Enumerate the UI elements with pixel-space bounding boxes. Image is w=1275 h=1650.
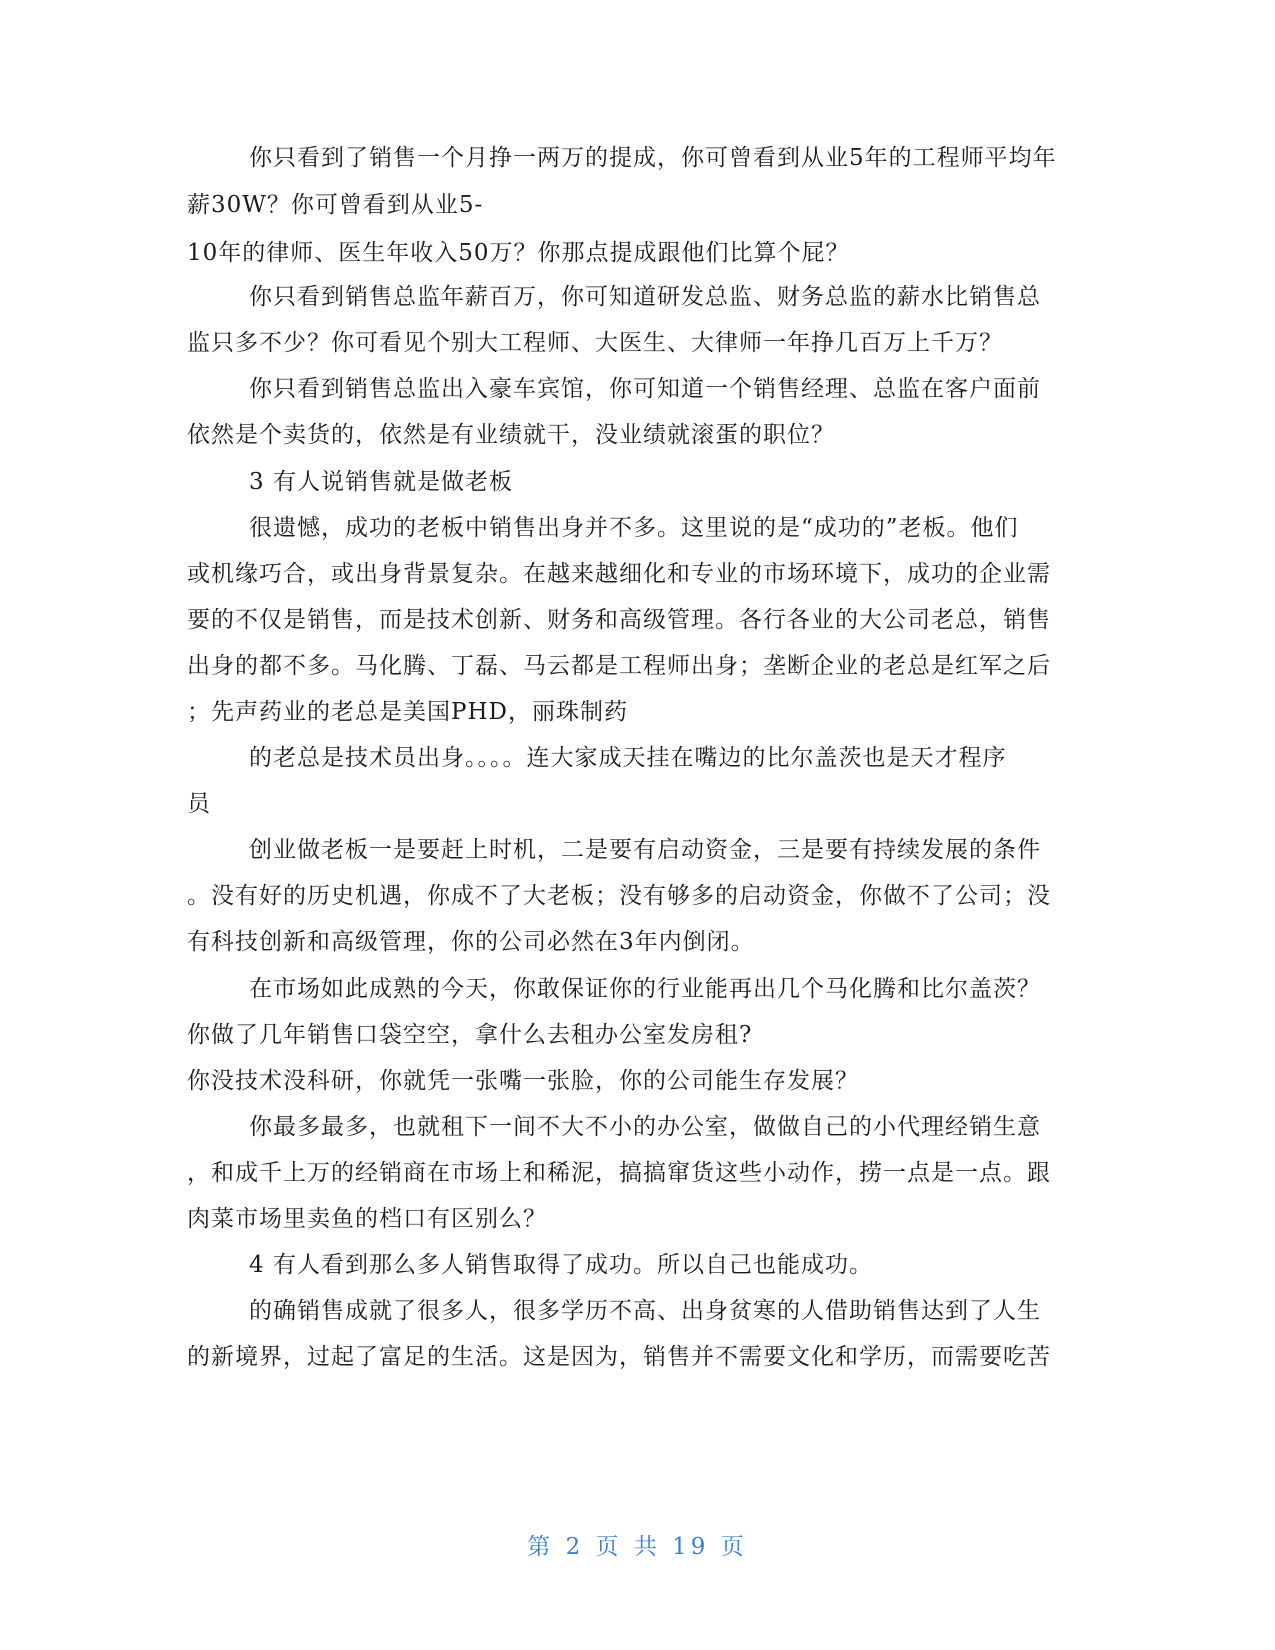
text-line: ；先声药业的老总是美国PHD，丽珠制药 xyxy=(187,699,628,725)
text-line: 要的不仅是销售，而是技术创新、财务和高级管理。各行各业的大公司老总，销售 xyxy=(187,607,1051,633)
text-line: 你只看到销售总监年薪百万，你可知道研发总监、财务总监的薪水比销售总 xyxy=(249,284,1041,310)
text-line: 在市场如此成熟的今天，你敢保证你的行业能再出几个马化腾和比尔盖茨？ xyxy=(249,976,1041,1002)
text-line: 依然是个卖货的，依然是有业绩就干，没业绩就滚蛋的职位？ xyxy=(187,422,835,448)
text-line: 你没技术没科研，你就凭一张嘴一张脸，你的公司能生存发展？ xyxy=(187,1068,859,1094)
text-line: 。没有好的历史机遇，你成不了大老板；没有够多的启动资金，你做不了公司；没 xyxy=(187,883,1051,909)
text-line: 你最多最多，也就租下一间不大不小的办公室，做做自己的小代理经销生意 xyxy=(249,1114,1041,1140)
text-line: 有科技创新和高级管理，你的公司必然在3年内倒闭。 xyxy=(187,929,755,955)
text-line: 出身的都不多。马化腾、丁磊、马云都是工程师出身；垄断企业的老总是红军之后 xyxy=(187,653,1051,679)
text-line: 肉菜市场里卖鱼的档口有区别么？ xyxy=(187,1206,547,1232)
text-line: 你只看到销售总监出入豪车宾馆，你可知道一个销售经理、总监在客户面前 xyxy=(249,376,1041,402)
text-line: 的新境界，过起了富足的生活。这是因为，销售并不需要文化和学历，而需要吃苦 xyxy=(187,1344,1051,1370)
text-line: 员 xyxy=(187,791,211,817)
text-line: 创业做老板一是要赶上时机，二是要有启动资金，三是要有持续发展的条件 xyxy=(249,837,1041,863)
text-line: 的确销售成就了很多人，很多学历不高、出身贫寒的人借助销售达到了人生 xyxy=(249,1298,1041,1324)
section-heading: 4 有人看到那么多人销售取得了成功。所以自己也能成功。 xyxy=(249,1252,873,1278)
section-heading: 3 有人说销售就是做老板 xyxy=(249,469,513,495)
page-number-footer: 第 2 页 共 19 页 xyxy=(527,1534,748,1560)
text-line: 薪30W？你可曾看到从业5- xyxy=(187,192,484,218)
text-line: 的老总是技术员出身。。。。连大家成天挂在嘴边的比尔盖茨也是天才程序 xyxy=(249,745,1007,771)
text-line: 你做了几年销售口袋空空，拿什么去租办公室发房租? xyxy=(187,1022,753,1048)
text-line: 很遗憾，成功的老板中销售出身并不多。这里说的是“成功的”老板。他们 xyxy=(249,515,1019,541)
text-line: 10年的律师、医生年收入50万？你那点提成跟他们比算个屁？ xyxy=(187,240,850,266)
text-line: 监只多不少？你可看见个别大工程师、大医生、大律师一年挣几百万上千万？ xyxy=(187,330,1003,356)
text-line: 或机缘巧合，或出身背景复杂。在越来越细化和专业的市场环境下，成功的企业需 xyxy=(187,561,1051,587)
text-line: ，和成千上万的经销商在市场上和稀泥，搞搞窜货这些小动作，捞一点是一点。跟 xyxy=(187,1160,1051,1186)
text-line: 你只看到了销售一个月挣一两万的提成，你可曾看到从业5年的工程师平均年 xyxy=(249,145,1057,171)
